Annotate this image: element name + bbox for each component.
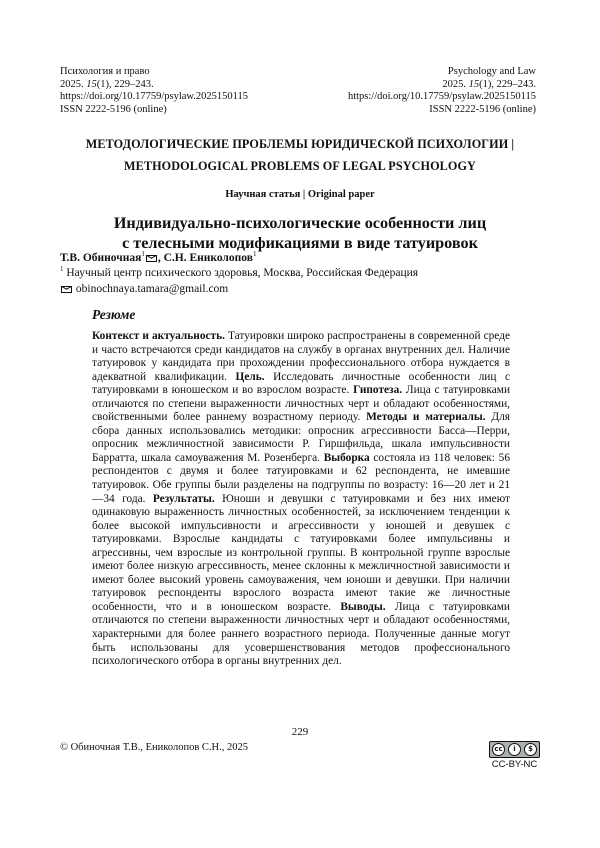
abstract-text: Юноши и девушки с татуировками и без них имеют одинаковую выраженность личностных особенностей, за исключением тенденции к более высокой импульсивности и агрессивности у юношей и девушек с татуировками. Взрослые кандидаты с татуировками более импульсивны и агрессивны, чем взрослые из контрольной группы. В контрольной группе взрослые имеют более низкую агрессивность, менее склонны к межличностной зависимости и имеют более высокий уровень самоуважения, чем юноши и девушки. При наличии татуировок респонденты взрослого возраста имеют такие же личностные особенности, что и в юношеском возрасте. [92,492,510,613]
resume-heading: Резюме [92,307,136,322]
section-title-en: METHODOLOGICAL PROBLEMS OF LEGAL PSYCHOLOGY [124,159,476,173]
section-title-ru: МЕТОДОЛОГИЧЕСКИЕ ПРОБЛЕМЫ ЮРИДИЧЕСКОЙ ПСИХОЛОГИИ | [85,137,515,151]
email-address[interactable]: obinochnaya.tamara@gmail.com [75,283,229,295]
article-title [0,213,600,253]
doi-link-ru[interactable]: https://doi.org/10.17759/psylaw.2025150115 [60,91,249,102]
citation-en: 2025. 15(1), 229–243. [442,78,536,90]
issn-en: ISSN 2222-5196 (online) [429,103,536,115]
license-label: CC-BY-NC [491,759,538,770]
doi-link-en[interactable]: https://doi.org/10.17759/psylaw.2025150115 [347,91,536,102]
author-1[interactable]: Т.В. Обиночная [60,252,142,264]
abstract-label: Контекст и актуальность. [92,330,225,342]
abstract-label: Выборка [323,451,370,464]
abstract-text: Лица с татуировками отличаются по степени выраженности личностных черт и обладают особенностями, характерными для более раннего возрастного периода. Полученные данные могут быть использованы для усовершенствования методов профессионального психологического отбора в органы внутренних дел. [92,600,510,668]
authors: Т.В. Обиночная$^1$ , С.Н. Ениколопов$^1$ [60,250,257,264]
citation-ru: 2025. 15(1), 229–243. [60,78,154,90]
noncommercial-icon: $ [524,743,537,756]
author-2[interactable]: , С.Н. Ениколопов [157,252,253,264]
copyright-notice: © Обиночная Т.В., Ениколопов С.Н., 2025 [60,742,248,753]
citation-volume: 15 [468,78,480,90]
abstract-text: состояла из 118 человек: 56 респондентов с двумя и более татуировками и 62 респондента, не имевшие татуировок. Обе группы были разделены на подгруппы по возрасту: 16—20 лет и 21—34 года. [92,451,511,505]
affiliation: $^1$ Научный центр психического здоровья, Москва, Российская Федерация [60,265,419,279]
attribution-icon: i [508,743,521,756]
page-number: 229 [291,726,309,738]
abstract-label: Гипотеза. [353,384,403,397]
cc-license-badge[interactable] [489,741,540,758]
abstract-text: Для сбора данных использовались методики: опросник агрессивности Басса—Перри, опросник межличностной зависимости Р. Гиршфильда, шкала импульсивности Барратта, шкала самоуважения М. Розенберга. [92,411,511,464]
creative-commons-icon: cc [492,743,505,756]
abstract-label: Методы и материалы. [366,411,486,424]
issn-ru: ISSN 2222-5196 (online) [60,103,167,115]
abstract-label: Результаты. [152,492,215,505]
citation-volume: 15 [86,78,97,90]
abstract-text: Лица с татуировками отличаются по степени выраженности личностных черт и обладают особенностями, свойственными более раннему возрастному периоду. [92,384,511,424]
envelope-icon[interactable] [146,255,157,262]
corresponding-email [60,283,228,295]
abstract-label: Выводы. [340,600,386,613]
abstract-text: Исследовать личностные особенности лиц с татуировками в юношеском и во взрослом возрасте. [92,370,510,397]
abstract-body [92,330,510,669]
title-line-1: Индивидуально-психологические особенности лиц [113,214,487,232]
running-header-right [348,66,536,116]
journal-name-en: Psychology and Law [447,66,536,77]
paper-type: Научная статья | Original paper [225,189,375,200]
envelope-icon [61,286,72,293]
license-block[interactable] [489,741,540,770]
abstract-label: Цель. [235,370,265,383]
running-header-left [60,66,248,116]
title-line-2: с телесными модификациями в виде татуировок [122,234,478,252]
journal-name-ru: Психология и право [60,66,150,77]
abstract-text: Татуировки широко распространены в современной среде и часто встречаются среди кандидатов на службу в органах внутренних дел. Наличие татуировок у кандидата при прохождении профессионального отбора нуждается в адекватной квалификации. [92,330,510,383]
